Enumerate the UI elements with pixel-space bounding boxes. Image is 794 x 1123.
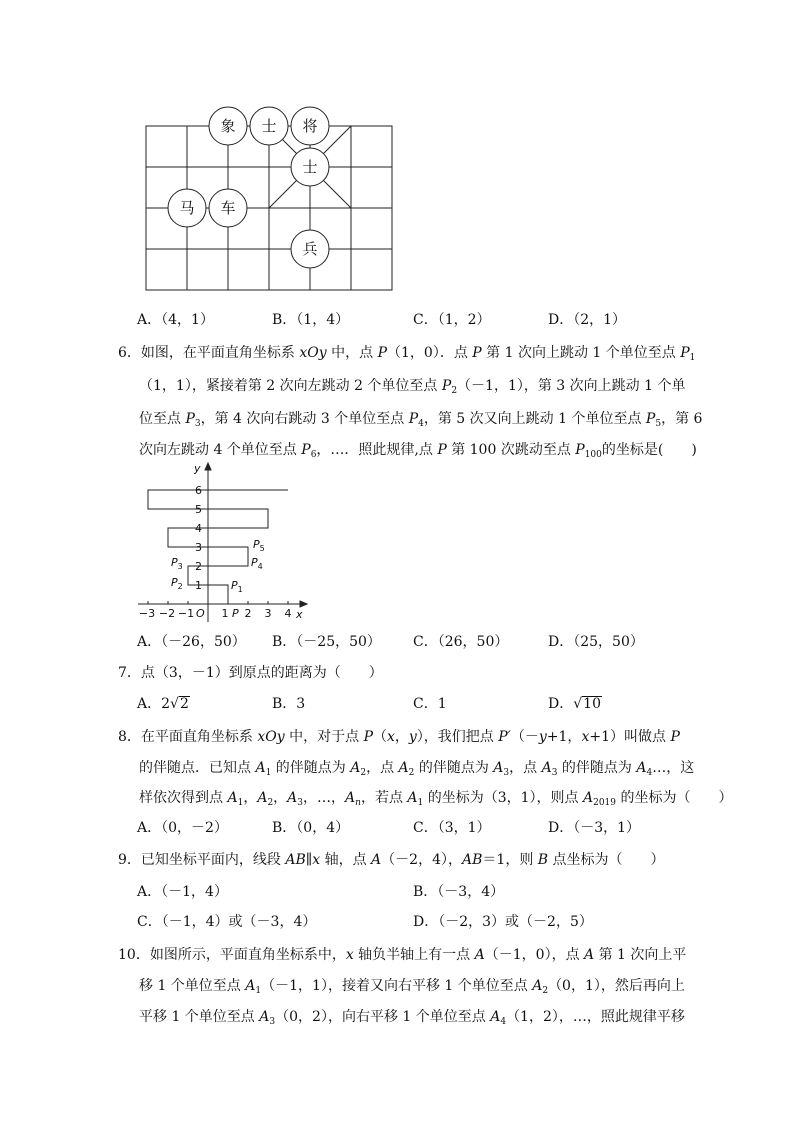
q9-option-c: C．（－1，4）或（－3，4） — [137, 914, 317, 930]
point-p1-label: $P_1$ — [231, 579, 243, 594]
q5-option-b: B．（1，4） — [272, 312, 350, 328]
q5-option-a: A．（4，1） — [137, 312, 214, 328]
y-axis-label: y — [194, 462, 201, 475]
piece-che-label: 车 — [220, 199, 236, 217]
q10-line-3: 平移 1 个单位至点 $A_3(0$，2），向右平移 1 个单位至点 $A_4(1$，2），…，照此规律平移 — [139, 1009, 685, 1027]
q6-option-a: A．（－26，50） — [137, 634, 246, 650]
y-tick-1: 1 — [195, 579, 202, 592]
q6-jump-graph — [134, 462, 314, 624]
x-tick-neg3: −3 — [138, 607, 156, 620]
chess-board-figure — [138, 104, 400, 300]
q6-line-1: 6．如图，在平面直角坐标系 xOy 中，点 P（1，0）．点 P 第 1 次向上跳动 1 个单位至点 $P_1$ — [118, 345, 696, 363]
q6-line-4: 次向左跳动 4 个单位至点 $P_6$，…．照此规律,点 P 第 100 次跳动至点 $P_{100}$的坐标是( ) — [139, 442, 697, 460]
q6-option-b: B．（－25，50） — [272, 634, 381, 650]
x-tick-1: 1 — [221, 607, 229, 620]
y-tick-4: 4 — [195, 522, 202, 535]
q5-option-c: C．（1，2） — [413, 312, 491, 328]
origin-label: O — [196, 607, 205, 620]
piece-bing-label: 兵 — [302, 240, 318, 258]
q9-option-b: B．（－3，4） — [413, 884, 505, 900]
q8-option-a: A．（0，－2） — [137, 820, 228, 836]
y-tick-3: 3 — [195, 541, 202, 554]
x-tick-4: 4 — [284, 607, 292, 620]
piece-ma-label: 马 — [179, 199, 195, 217]
q7-option-b: B．3 — [272, 696, 306, 712]
piece-shi-top-label: 士 — [261, 117, 277, 135]
q6-option-c: C．（26，50） — [413, 634, 509, 650]
jump-path — [148, 490, 288, 604]
q10-line-1: 10．如图所示，平面直角坐标系中，x 轴负半轴上有一点 A（－1，0），点 A 第 1 次向上平 — [118, 947, 687, 963]
q8-option-c: C．（3，1） — [413, 820, 491, 836]
q8-line-2: 的伴随点．已知点 $A_1$ 的伴随点为 $A_2$，点 $A_2$ 的伴随点为 $A_3$，点 $A_3$ 的伴随点为 $A_4\dots$，这 — [139, 760, 695, 778]
q5-option-d: D．（2，1） — [548, 312, 627, 328]
q7-stem: 7．点（3，－1）到原点的距离为（ ） — [118, 665, 383, 681]
q6-option-d: D．（25，50） — [548, 634, 644, 650]
x-axis-arrow — [300, 601, 307, 607]
q8-line-1: 8．在平面直角坐标系 xOy 中，对于点 P（x，y），我们把点 P′（－y+1，x+1）叫做点 P — [118, 729, 680, 745]
q7-option-d: D．√10 — [548, 696, 601, 712]
point-p2-label: $P_2$ — [171, 576, 183, 591]
point-p-label: P — [232, 607, 239, 620]
q6-line-2: （1，1），紧接着第 2 次向左跳动 2 个单位至点 $P_2(-1$，1），第 3 次向上跳动 1 个单 — [139, 378, 686, 396]
x-axis-label: x — [296, 608, 303, 621]
q10-line-2: 移 1 个单位至点 $A_1(-1$，1），接着又向右平移 1 个单位至点 $A_2(0$，1），然后再向上 — [139, 978, 685, 996]
q8-option-b: B．（0，4） — [272, 820, 350, 836]
x-tick-neg1: −1 — [177, 607, 195, 620]
q9-stem: 9．已知坐标平面内，线段 AB∥x 轴，点 A（－2，4），AB＝1，则 B 点坐标为（ ） — [118, 852, 665, 868]
y-tick-5: 5 — [195, 503, 202, 516]
q9-option-a: A．（－1，4） — [137, 884, 228, 900]
piece-jiang-label: 将 — [302, 117, 318, 135]
q7-option-a: A．2√2 — [137, 696, 189, 712]
y-tick-6: 6 — [195, 484, 202, 497]
x-tick-2: 2 — [244, 607, 252, 620]
q7-option-c: C．1 — [413, 696, 447, 712]
point-p4-label: $P_4$ — [251, 556, 263, 571]
q8-option-d: D．（－3，1） — [548, 820, 641, 836]
y-tick-2: 2 — [195, 560, 202, 573]
q9-option-d: D．（－2，3）或（－2，5） — [413, 914, 593, 930]
piece-shi-mid-label: 士 — [302, 158, 318, 176]
point-p3-label: $P_3$ — [171, 556, 183, 571]
q6-line-3: 位至点 $P_3$，第 4 次向右跳动 3 个单位至点 $P_4$，第 5 次又向上跳动 1 个单位至点 $P_5$，第 6 — [139, 411, 703, 429]
x-tick-3: 3 — [264, 607, 272, 620]
point-p5-label: $P_5$ — [253, 538, 265, 553]
x-tick-neg2: −2 — [158, 607, 176, 620]
y-axis-arrow — [205, 463, 211, 470]
piece-xiang-label: 象 — [220, 117, 236, 135]
q8-line-3: 样依次得到点 $A_1$，$A_2$，$A_3$，…，$A_n$，若点 $A_1$ 的坐标为（3，1），则点 $A_{2019}$ 的坐标为（ ） — [139, 790, 733, 808]
